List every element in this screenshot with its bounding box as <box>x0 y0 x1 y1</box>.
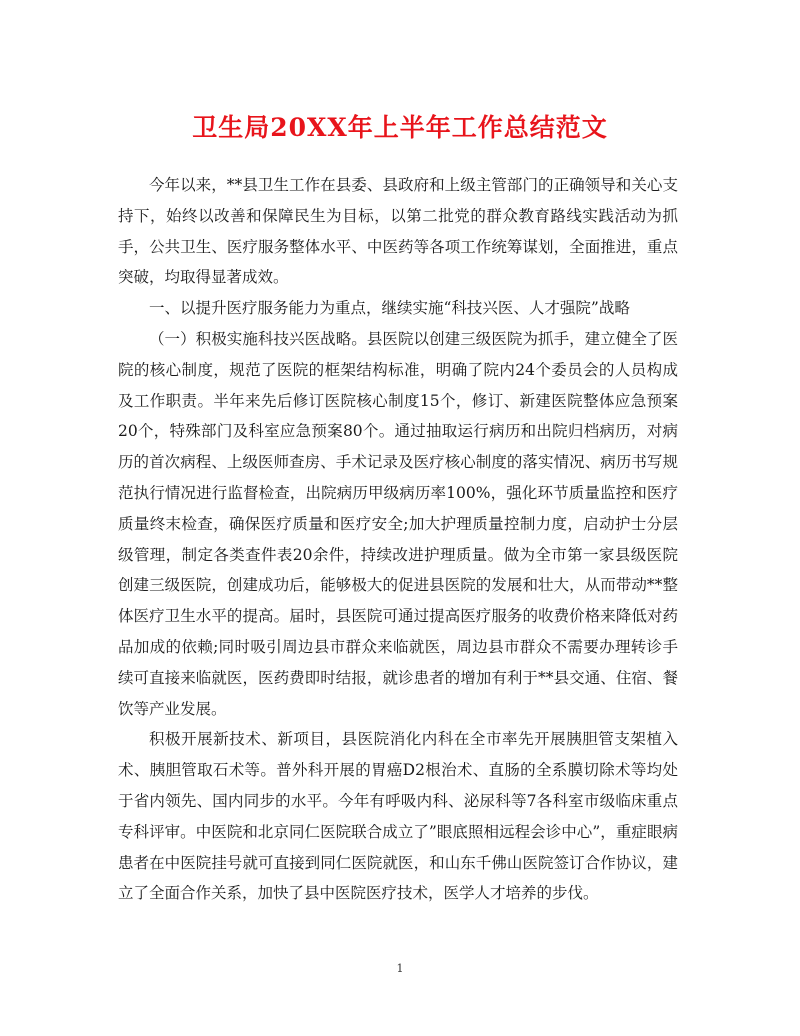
paragraph-tech-strategy: （一）积极实施科技兴医战略。县医院以创建三级医院为抓手，建立健全了医院的核心制度，规范了医院的框架结构标准，明确了院内24个委员会的人员构成及工作职责。半年来先后修订医院核心制度15个，修订、新建医院整体应急预案20个，特殊部门及科室应急预案80个。通过抽取运行病历和出院归档病历，对病历的首次病程、上级医师查房、手术记录及医疗核心制度的落实情况、病历书写规范执行情况进行监督检查，出院病历甲级病历率100%，强化环节质量监控和医疗质量终末检查，确保医疗质量和医疗安全;加大护理质量控制力度，启动护士分层级管理，制定各类查件表20余件，持续改进护理质量。做为全市第一家县级医院创建三级医院，创建成功后，能够极大的促进县医院的发展和壮大，从而带动**整体医疗卫生水平的提高。届时，县医院可通过提高医疗服务的收费价格来降低对药品加成的依赖;同时吸引周边县市群众来临就医，周边县市群众不需要办理转诊手续可直接来临就医，医药费即时结报，就诊患者的增加有利于**县交通、住宿、餐饮等产业发展。 <box>118 329 678 718</box>
paragraph-intro: 今年以来，**县卫生工作在县委、县政府和上级主管部门的正确领导和关心支持下，始终以改善和保障民生为目标，以第二批党的群众教育路线实践活动为抓手，公共卫生、医疗服务整体水平、中医药等各项工作统筹谋划，全面推进，重点突破，均取得显著成效。 <box>118 176 678 287</box>
section-heading-1: 一、以提升医疗服务能力为重点，继续实施“科技兴医、人才强院”战略 <box>149 299 630 318</box>
page-number: 1 <box>396 962 404 975</box>
document-title: 卫生局20XX年上半年工作总结范文 <box>192 113 608 142</box>
document-body <box>118 170 678 909</box>
paragraph-new-technology: 积极开展新技术、新项目，县医院消化内科在全市率先开展胰胆管支架植入术、胰胆管取石术等。普外科开展的胃癌D2根治术、直肠的全系膜切除术等均处于省内领先、国内同步的水平。今年有呼吸内科、泌尿科等7各科室市级临床重点专科评审。中医院和北京同仁医院联合成立了”眼底照相远程会诊中心”，重症眼病患者在中医院挂号就可直接到同仁医院就医，和山东千佛山医院签订合作协议，建立了全面合作关系，加快了县中医院医疗技术，医学人才培养的步伐。 <box>118 730 678 903</box>
